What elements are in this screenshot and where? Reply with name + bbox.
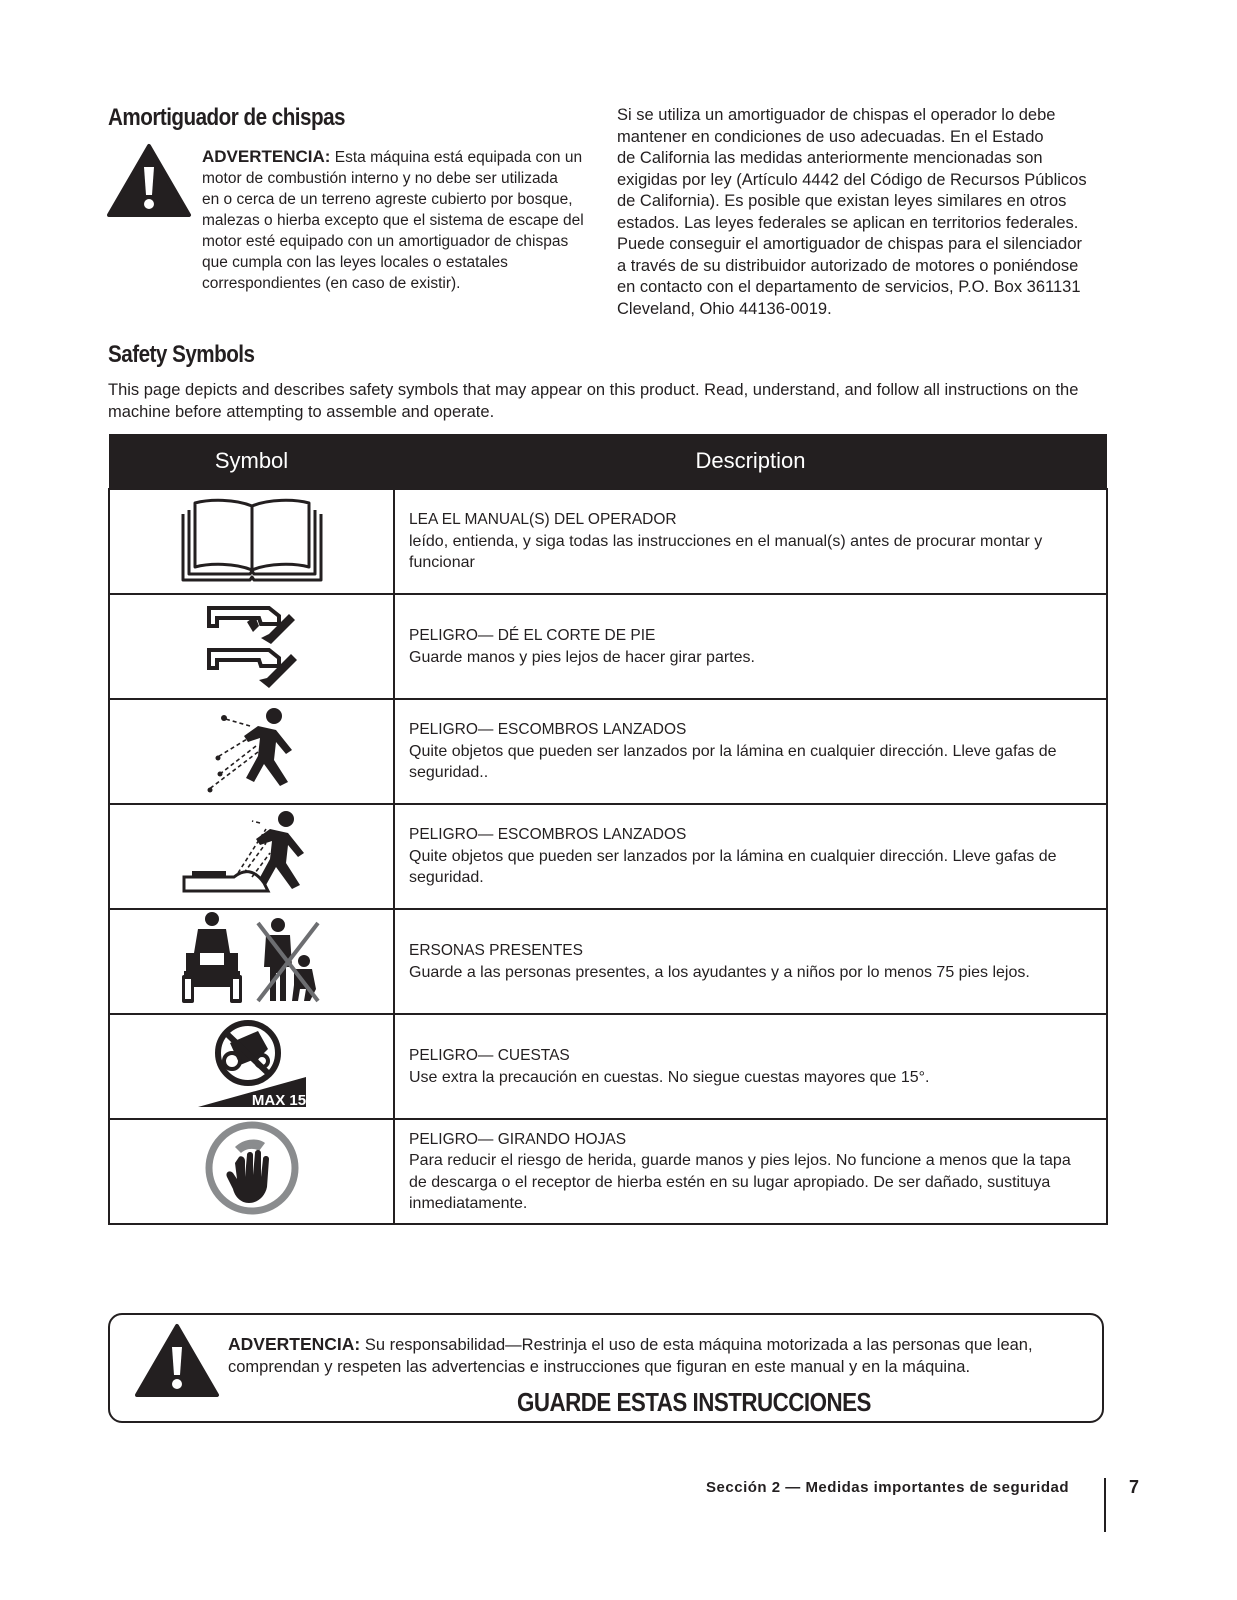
warning-label: ADVERTENCIA: xyxy=(202,147,331,166)
table-row xyxy=(109,1119,1107,1224)
warning-line: motor de combustión interno y no debe ser utilizada xyxy=(202,170,558,187)
detail-line: Puede conseguir el amortiguador de chispas para el silenciador xyxy=(617,235,1083,253)
description-cell xyxy=(394,1014,1107,1119)
row-line: seguridad. xyxy=(409,869,484,887)
row-title: PELIGRO— GIRANDO HOJAS xyxy=(409,1130,627,1148)
description-cell xyxy=(394,594,1107,699)
intro-line: This page depicts and describes safety symbols that may appear on this product. Read, understand, and follow all instructions on the xyxy=(108,381,1079,399)
slope-max-icon xyxy=(196,1017,308,1109)
row-line: seguridad.. xyxy=(409,764,489,782)
warning-line: en o cerca de un terreno agreste cubierto por bosque, xyxy=(202,191,573,208)
row-line: inmediatamente. xyxy=(409,1195,528,1212)
warning-line: que cumpla con las leyes locales o estatales xyxy=(202,254,508,271)
row-title: PELIGRO— CUESTAS xyxy=(409,1047,570,1064)
symbol-cell xyxy=(109,1014,394,1119)
safety-symbols-heading: Safety Symbols xyxy=(108,341,255,368)
description-cell xyxy=(394,909,1107,1014)
description-column-header: Description xyxy=(394,434,1107,489)
table-row xyxy=(109,594,1107,699)
save-instructions-heading: GUARDE ESTAS INSTRUCCIONES xyxy=(517,1387,871,1417)
row-line: Guarde a las personas presentes, a los ayudantes y a niños por lo menos 75 pies lejos. xyxy=(409,963,1030,981)
row-line: de descarga o el receptor de hierba estén en su lugar apropiado. De ser dañado, sustituya xyxy=(409,1173,1051,1191)
table-row xyxy=(109,804,1107,909)
detail-line: en contacto con el departamento de servicios, P.O. Box 361131 xyxy=(617,278,1081,296)
row-title: PELIGRO— ESCOMBROS LANZADOS xyxy=(409,826,687,844)
table-row xyxy=(109,909,1107,1014)
symbol-cell xyxy=(109,1119,394,1224)
responsibility-warning-text xyxy=(228,1333,1088,1378)
warning-triangle-icon xyxy=(106,143,192,218)
table-row xyxy=(109,1014,1107,1119)
row-line: Quite objetos que pueden ser lanzados por la lámina en cualquier dirección. Lleve gafas de xyxy=(409,847,1057,865)
safety-symbols-intro xyxy=(108,380,1118,423)
description-cell xyxy=(394,699,1107,804)
safety-symbols-table xyxy=(108,434,1108,1225)
row-title: PELIGRO— DÉ EL CORTE DE PIE xyxy=(409,627,656,644)
row-title: PELIGRO— ESCOMBROS LANZADOS xyxy=(409,721,687,739)
description-cell xyxy=(394,1119,1107,1224)
detail-line: Si se utiliza un amortiguador de chispas el operador lo debe xyxy=(617,106,1056,124)
footer-section-title: Medidas importantes de seguridad xyxy=(805,1479,1069,1496)
footer-divider xyxy=(1104,1478,1106,1532)
detail-line: de California las medidas anteriormente mencionadas son xyxy=(617,149,1043,167)
rotating-blade-hand-icon xyxy=(205,1121,299,1215)
responsibility-warning-box xyxy=(108,1313,1104,1423)
symbol-cell xyxy=(109,804,394,909)
symbol-cell xyxy=(109,909,394,1014)
row-line: Quite objetos que pueden ser lanzados por la lámina en cualquier dirección. Lleve gafas de xyxy=(409,742,1057,760)
footer-section-number: Sección 2 xyxy=(706,1479,781,1496)
spark-arrester-warning xyxy=(202,146,597,294)
operator-manual-icon xyxy=(180,492,324,584)
page-number: 7 xyxy=(1129,1477,1140,1497)
spark-arrester-heading: Amortiguador de chispas xyxy=(108,104,346,131)
warning-line: motor esté equipado con un amortiguador de chispas xyxy=(202,233,569,250)
row-title: ERSONAS PRESENTES xyxy=(409,942,583,959)
table-row xyxy=(109,699,1107,804)
warning-line: correspondientes (en caso de existir). xyxy=(202,275,461,292)
table-header-row xyxy=(109,434,1107,489)
row-line: Use extra la precaución en cuestas. No siegue cuestas mayores que 15°. xyxy=(409,1068,930,1086)
symbol-cell xyxy=(109,699,394,804)
footer-separator: — xyxy=(785,1479,801,1496)
row-line: Guarde manos y pies lejos de hacer girar partes. xyxy=(409,648,755,666)
table-row xyxy=(109,489,1107,594)
symbol-cell xyxy=(109,594,394,699)
detail-line: de California). Es posible que existan leyes similares en otros xyxy=(617,192,1067,210)
row-title: LEA EL MANUAL(S) DEL OPERADOR xyxy=(409,511,677,529)
description-cell xyxy=(394,804,1107,909)
symbol-column-header: Symbol xyxy=(109,434,394,489)
symbol-cell xyxy=(109,489,394,594)
detail-line: exigidas por ley (Artículo 4442 del Código de Recursos Públicos xyxy=(617,170,1087,189)
hand-foot-cut-icon xyxy=(207,598,297,688)
warning-triangle-icon xyxy=(134,1323,220,1398)
detail-line: Cleveland, Ohio 44136-0019. xyxy=(617,299,832,318)
warning-label: ADVERTENCIA: xyxy=(228,1334,361,1354)
detail-line: estados. Las leyes federales se aplican en territorios federales. xyxy=(617,213,1079,232)
spark-arrester-details xyxy=(617,105,1117,320)
row-line: leído, entienda, y siga todas las instrucciones en el manual(s) antes de procurar montar y xyxy=(409,532,1043,550)
slope-max-label: MAX 15° xyxy=(251,1092,308,1110)
warning-line: Su responsabilidad—Restrinja el uso de esta máquina motorizada a las personas que lean, xyxy=(364,1336,1033,1354)
warning-line: Esta máquina está equipada con un xyxy=(334,149,583,166)
detail-line: a través de su distribuidor autorizado de motores o poniéndose xyxy=(617,256,1079,275)
footer-section-label xyxy=(706,1479,1069,1496)
row-line: Para reducir el riesgo de herida, guarde manos y pies lejos. No funcione a menos que la tapa xyxy=(409,1152,1071,1169)
thrown-debris-deck-icon xyxy=(182,807,322,899)
thrown-debris-icon xyxy=(202,702,302,794)
intro-line: machine before attempting to assemble and operate. xyxy=(108,402,495,421)
warning-line: malezas o hierba excepto que el sistema de escape del xyxy=(202,212,584,229)
row-line: funcionar xyxy=(409,554,475,572)
warning-line: comprendan y respeten las advertencias e instrucciones que figuran en este manual y en la máquina. xyxy=(228,1358,971,1376)
bystanders-icon xyxy=(180,911,324,1005)
description-cell xyxy=(394,489,1107,594)
detail-line: mantener en condiciones de uso adecuadas. En el Estado xyxy=(617,127,1044,146)
